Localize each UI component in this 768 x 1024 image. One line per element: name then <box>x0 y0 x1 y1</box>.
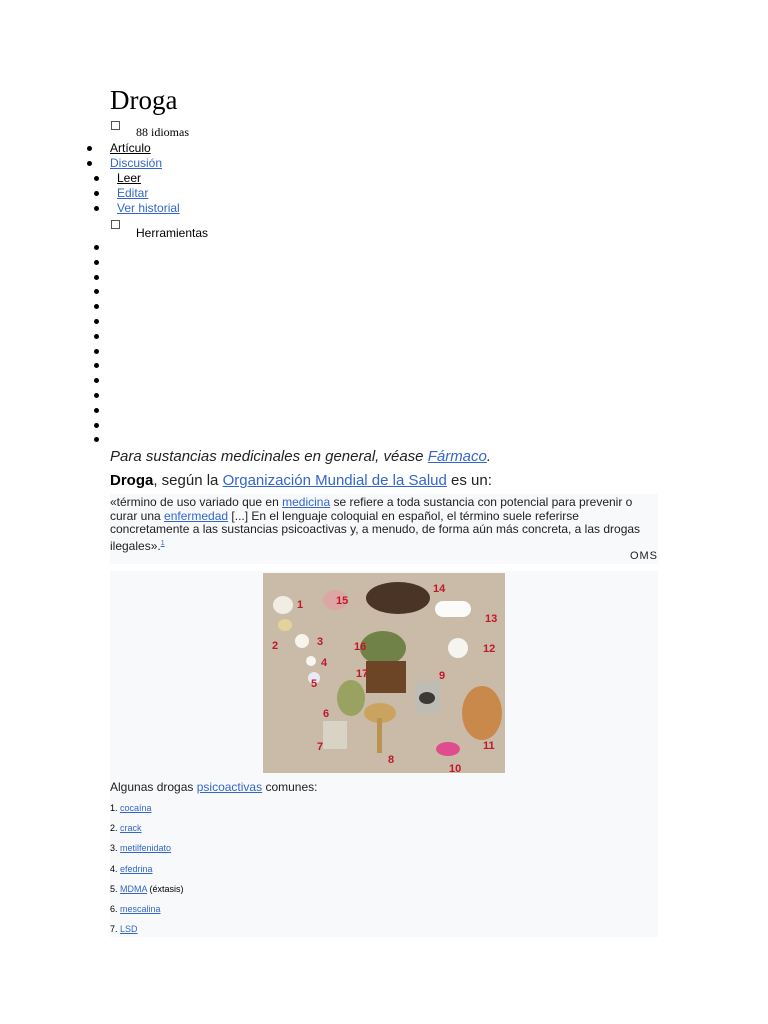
reference-link[interactable]: 1 <box>160 539 165 547</box>
hatnote: Para sustancias medicinales en general, véase Fármaco. <box>110 448 492 465</box>
lead-term: Droga <box>110 472 154 489</box>
tab-article[interactable]: Artículo <box>110 141 151 155</box>
drug-link[interactable]: efedrina <box>120 863 153 874</box>
tools-button[interactable]: Herramientas <box>136 226 209 240</box>
photo-label-2: 2 <box>272 640 279 652</box>
photo-label-13: 13 <box>485 613 498 625</box>
languages-button[interactable]: 88 idiomas <box>136 125 189 139</box>
view-read[interactable]: Leer <box>117 171 142 185</box>
drug-link[interactable]: LSD <box>120 924 138 935</box>
photo-label-11: 11 <box>483 740 495 752</box>
list-bullet <box>87 146 92 151</box>
drug-link[interactable]: MDMA <box>120 883 148 894</box>
drug-list-item: 3. metilfenidato <box>110 843 172 854</box>
drug-link[interactable]: crack <box>120 823 142 834</box>
drug-link[interactable]: metilfenidato <box>120 843 172 854</box>
photo-label-7: 7 <box>317 741 324 753</box>
drug-list-item: 1. cocaína <box>110 803 152 813</box>
photo-label-10: 10 <box>449 763 462 773</box>
photo-label-3: 3 <box>317 636 324 648</box>
tools-menu-item[interactable] <box>94 289 99 294</box>
photo-label-17: 17 <box>356 668 369 680</box>
drug-list-item: 4. efedrina <box>110 863 153 874</box>
definition-quote <box>110 494 658 564</box>
view-edit[interactable]: Editar <box>117 186 149 200</box>
tools-menu-item[interactable] <box>94 275 99 280</box>
list-bullet <box>94 191 99 196</box>
drug-list-item: 2. crack <box>110 823 142 834</box>
photo-label-5: 5 <box>311 678 318 690</box>
languages-checkbox[interactable] <box>111 121 120 130</box>
drug-list-item: 7. LSD <box>110 924 138 935</box>
photo-label-12: 12 <box>483 643 496 655</box>
photo-label-6: 6 <box>323 708 330 720</box>
photo-label-14: 14 <box>433 583 446 595</box>
tools-menu-item[interactable] <box>94 363 99 368</box>
drug-link[interactable]: cocaína <box>120 803 152 813</box>
view-history[interactable]: Ver historial <box>117 201 180 215</box>
tools-menu-item[interactable] <box>94 393 99 398</box>
drug-list <box>110 803 184 944</box>
tools-menu-item[interactable] <box>94 423 99 428</box>
photo-label-4: 4 <box>321 657 328 669</box>
tools-menu-item[interactable] <box>94 349 99 354</box>
tools-checkbox[interactable] <box>111 220 120 229</box>
drug-list-item: 5. MDMA (éxtasis) <box>110 883 184 894</box>
photo-label-15: 15 <box>336 595 349 607</box>
photo-label-8: 8 <box>388 754 395 766</box>
figure-caption: Algunas drogas psicoactivas comunes: <box>110 780 318 794</box>
link-enfermedad[interactable]: enfermedad <box>164 508 229 523</box>
list-bullet <box>87 161 92 166</box>
link-medicina[interactable]: medicina <box>282 495 331 509</box>
list-bullet <box>94 206 99 211</box>
tools-menu-item[interactable] <box>94 319 99 324</box>
link-psicoactivas[interactable]: psicoactivas <box>196 780 263 794</box>
tools-menu-item[interactable] <box>94 260 99 265</box>
tools-menu-item[interactable] <box>94 334 99 339</box>
hatnote-link-farmaco[interactable]: Fármaco <box>427 448 487 465</box>
page-title: Droga <box>110 85 178 115</box>
tools-menu-item[interactable] <box>94 408 99 413</box>
drug-link[interactable]: mescalina <box>120 903 161 914</box>
photo-label-9: 9 <box>439 670 446 682</box>
figure-thumbnail <box>110 571 658 937</box>
drugs-photo[interactable] <box>263 573 505 773</box>
link-oms[interactable]: Organización Mundial de la Salud <box>222 472 447 489</box>
list-bullet <box>94 176 99 181</box>
quote-text: «término de uso variado que en medicina se refiere a toda sustancia con potencial para prevenir o curar una enfermedad [...] En el lenguaje coloquial en español, el término suele referirse concretamente a las sustancias psicoactivas y, a menudo, de forma aún más concreta, a las drogas ilegales».$^1$ <box>110 495 641 553</box>
lead-paragraph: Droga, según la Organización Mundial de la Salud es un: <box>110 472 492 489</box>
photo-label-1: 1 <box>297 599 304 611</box>
quote-citation: OMS <box>629 550 658 562</box>
photo-label-16: 16 <box>354 641 367 653</box>
tab-discussion[interactable]: Discusión <box>110 156 163 170</box>
tools-menu-item[interactable] <box>94 245 99 250</box>
drug-list-item: 6. mescalina <box>110 903 161 914</box>
tools-menu-item[interactable] <box>94 378 99 383</box>
tools-menu-item[interactable] <box>94 437 99 442</box>
tools-menu-item[interactable] <box>94 304 99 309</box>
